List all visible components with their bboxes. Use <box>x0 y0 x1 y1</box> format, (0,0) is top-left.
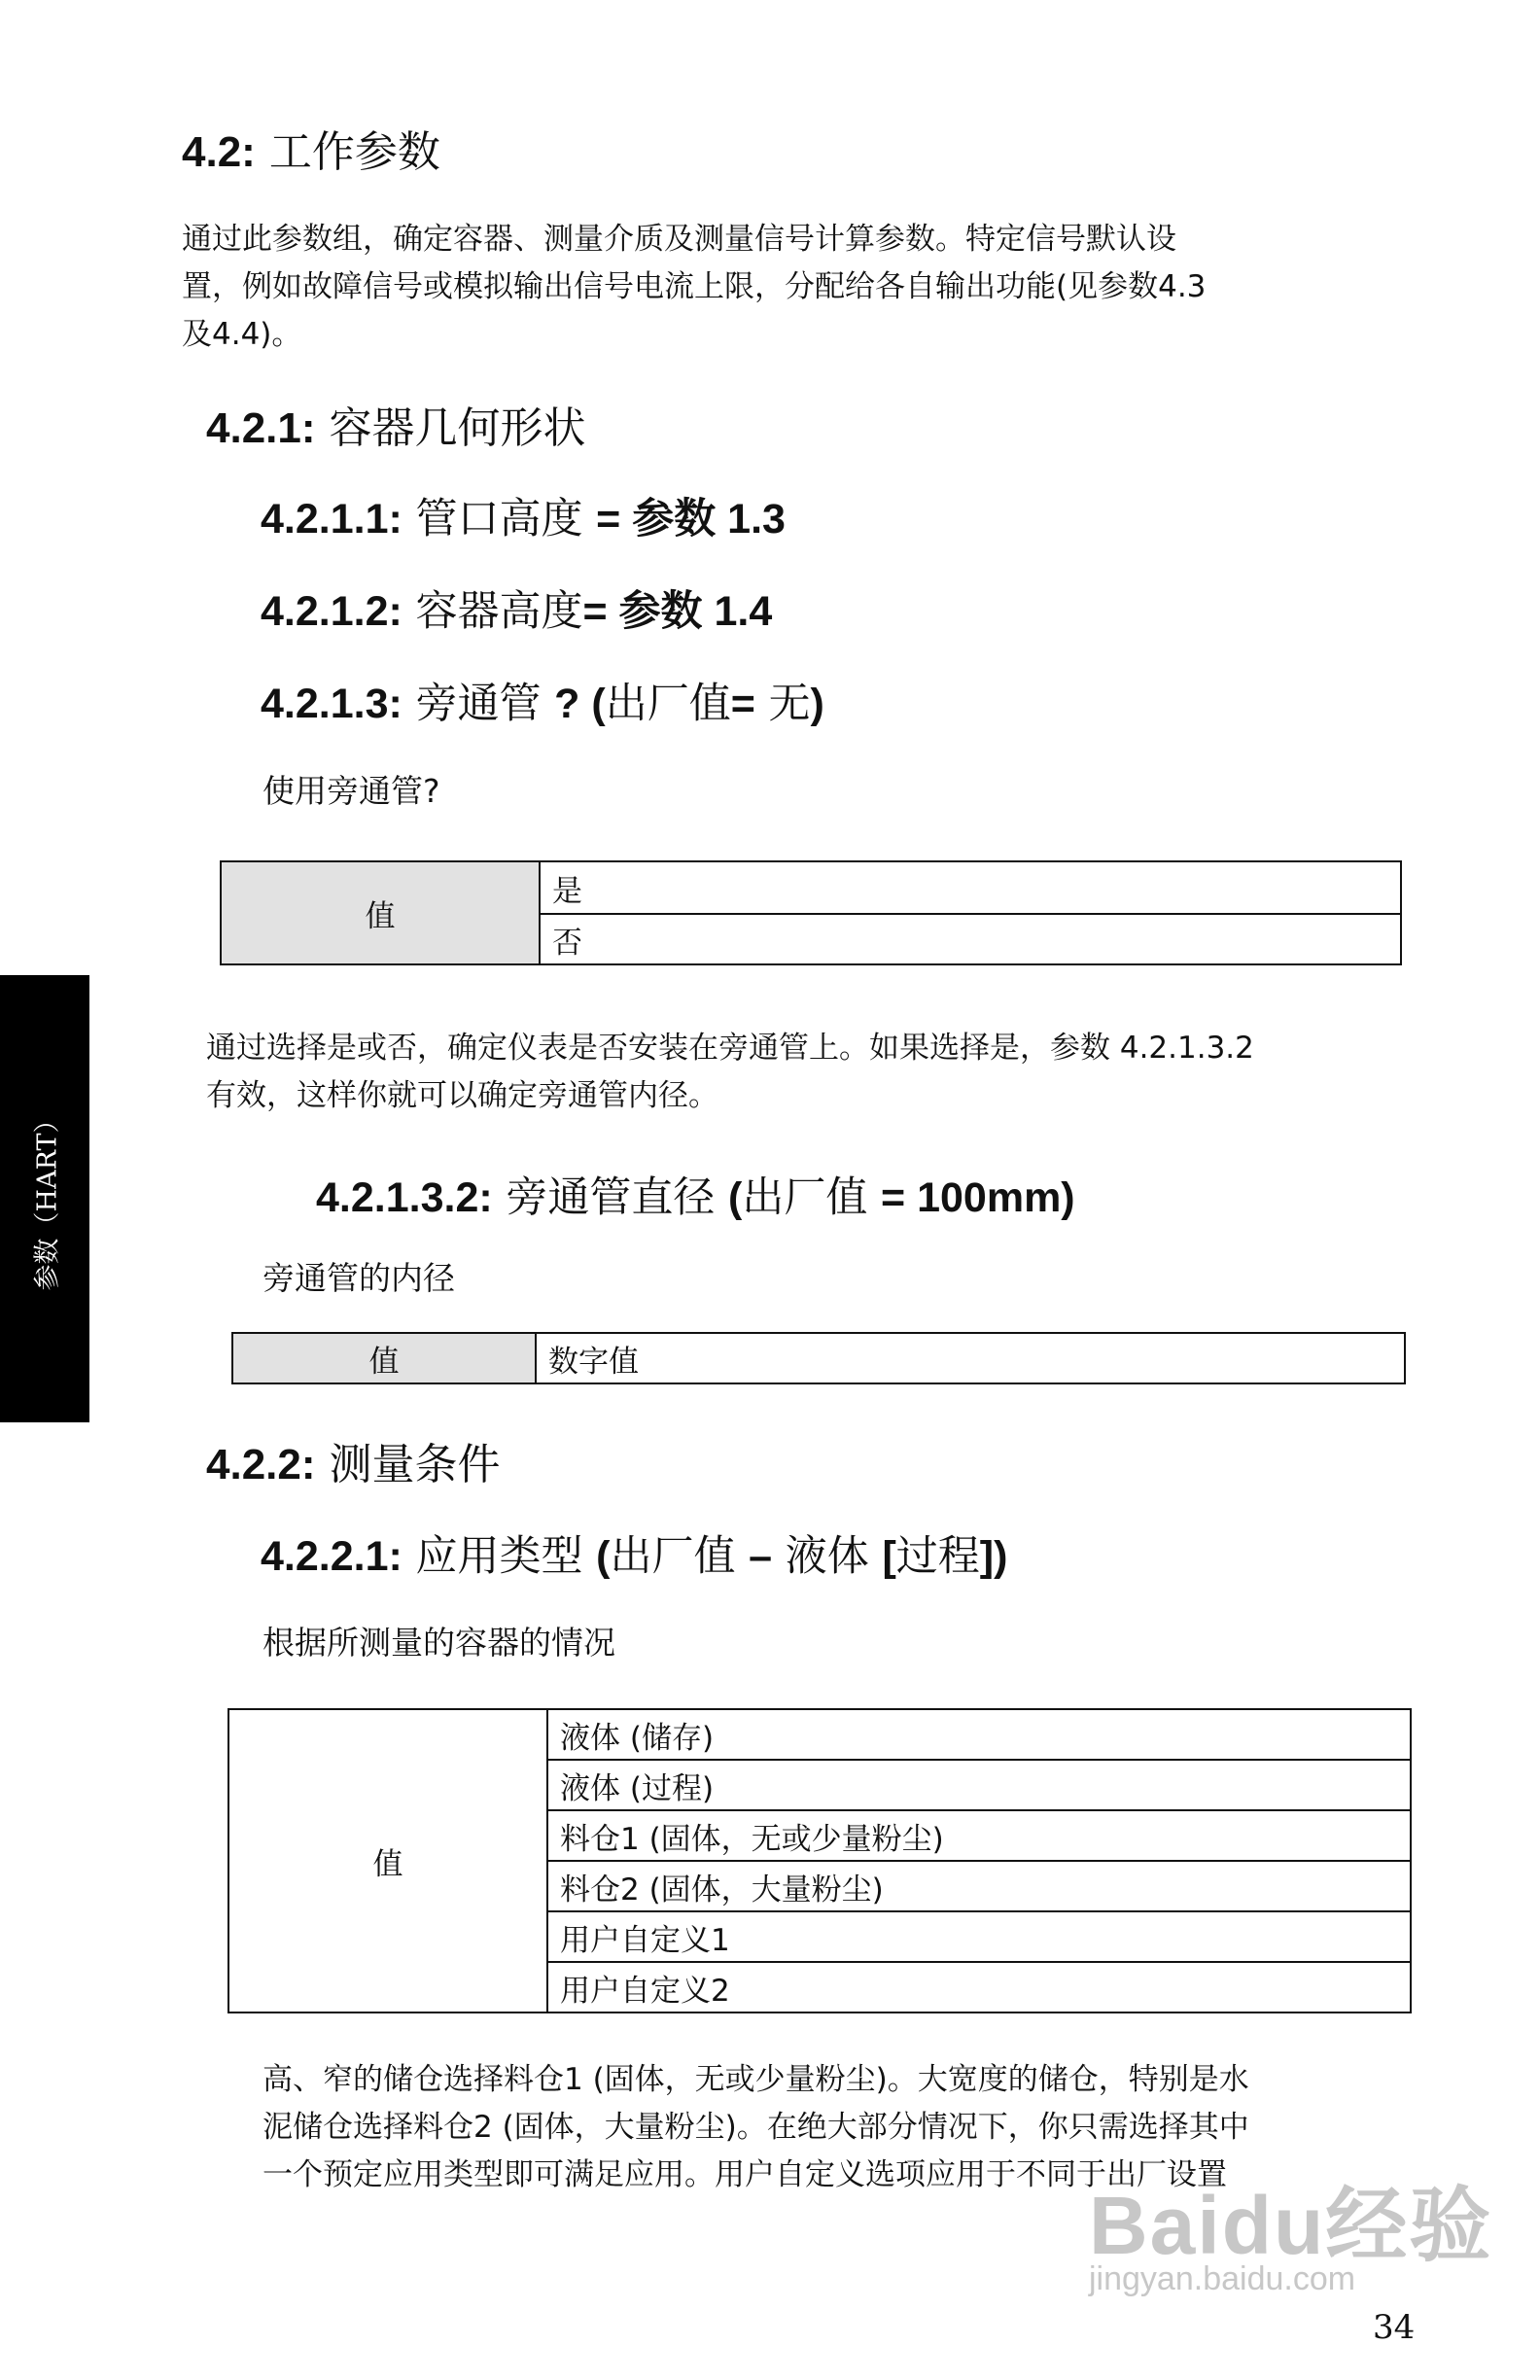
option-yes: 是 <box>540 861 1401 914</box>
text-line: 泥储仓选择料仓2 (固体，大量粉尘)。在绝大部分情况下，你只需选择其中 <box>262 2110 1249 2145</box>
section-number: 4.2.1.1: <box>261 496 402 542</box>
diameter-value-table <box>231 1332 1406 1384</box>
open-paren: ( <box>596 1533 611 1580</box>
text-line: 有效，这样你就可以确定旁通管内径。 <box>206 1078 718 1113</box>
default-value: 无 <box>768 680 811 728</box>
section-title: 容器高度 <box>415 587 583 636</box>
value-label: 值 <box>221 861 540 964</box>
text-line: 通过此参数组，确定容器、测量介质及测量信号计算参数。特定信号默认设 <box>182 222 1176 257</box>
section-suffix: = 参数 1.4 <box>582 588 773 635</box>
open-paren: ( <box>728 1174 743 1221</box>
section-title: 管口高度 <box>415 495 583 543</box>
section-4-2-1-1-heading <box>261 486 786 545</box>
section-title: 容器几何形状 <box>329 403 586 453</box>
baidu-watermark-url: jingyan.baidu.com <box>1089 2260 1356 2297</box>
bypass-description <box>206 1025 1254 1120</box>
factory-label: 出厂值 <box>610 1532 736 1581</box>
option-user-1: 用户自定义1 <box>547 1911 1411 1962</box>
section-title: 旁通管直径 <box>506 1173 716 1222</box>
application-description: 根据所测量的容器的情况 <box>262 1624 615 1662</box>
numeric-value: 数字值 <box>536 1333 1405 1383</box>
text-line: 高、窄的储仓选择料仓1 (固体，无或少量粉尘)。大宽度的储仓，特别是水 <box>262 2062 1249 2097</box>
option-user-2: 用户自定义2 <box>547 1962 1411 2012</box>
section-title: 工作参数 <box>268 127 440 177</box>
section-number: 4.2.2.1: <box>261 1533 402 1580</box>
close-paren: ) <box>810 681 824 727</box>
section-title: 应用类型 <box>415 1532 583 1581</box>
diameter-description: 旁通管的内径 <box>262 1259 455 1297</box>
application-type-table <box>228 1708 1412 2013</box>
equals-sign: = <box>730 681 755 727</box>
section-number: 4.2.1.2: <box>261 588 402 635</box>
option-liquid-storage: 液体 (储存) <box>547 1709 1411 1760</box>
diameter-default: = 100mm) <box>881 1174 1075 1221</box>
section-suffix: ? ( <box>554 681 606 727</box>
text-line: 一个预定应用类型即可满足应用。用户自定义选项应用于不同于出厂设置 <box>262 2157 1227 2192</box>
section-4-2-1-3-heading <box>261 671 824 730</box>
value-label: 值 <box>232 1333 536 1383</box>
default-note: 过程 <box>895 1532 980 1581</box>
baidu-watermark-logo: Baidu经验 <box>1089 2180 1493 2271</box>
section-4-2-1-heading <box>206 393 586 455</box>
section-4-2-1-2-heading <box>261 578 772 638</box>
section-suffix: = 参数 1.3 <box>596 496 786 542</box>
page-number: 34 <box>1373 2308 1416 2347</box>
section-number: 4.2.1.3: <box>261 681 402 727</box>
value-label: 值 <box>228 1709 547 2012</box>
option-silo-2: 料仓2 (固体，大量粉尘) <box>547 1861 1411 1911</box>
section-4-2-heading <box>182 117 440 179</box>
option-no: 否 <box>540 914 1401 964</box>
side-tab <box>0 975 89 1422</box>
side-tab-label: 参数（HART） <box>32 1106 63 1291</box>
section-number: 4.2.1: <box>206 404 316 452</box>
intro-paragraph <box>182 216 1206 359</box>
section-title: 旁通管 <box>415 680 542 728</box>
text-line: 置，例如故障信号或模拟输出信号电流上限，分配给各自输出功能(见参数4.3 <box>182 269 1207 304</box>
option-liquid-process: 液体 (过程) <box>547 1760 1411 1810</box>
section-number: 4.2: <box>182 128 256 176</box>
close-bracket: ]) <box>979 1533 1008 1580</box>
section-4-2-2-heading <box>206 1429 501 1491</box>
factory-label: 出厂值 <box>605 680 731 728</box>
text-line: 及4.4)。 <box>182 317 302 352</box>
section-number: 4.2.2: <box>206 1441 316 1488</box>
text-line: 通过选择是或否，确定仪表是否安装在旁通管上。如果选择是，参数 4.2.1.3.2 <box>206 1031 1254 1066</box>
section-number: 4.2.1.3.2: <box>316 1174 493 1221</box>
dash: – <box>749 1533 773 1580</box>
factory-label: 出厂值 <box>742 1173 868 1222</box>
bypass-question: 使用旁通管? <box>262 772 440 810</box>
option-silo-1: 料仓1 (固体，无或少量粉尘) <box>547 1810 1411 1861</box>
open-bracket: [ <box>882 1533 896 1580</box>
section-4-2-1-3-2-heading <box>316 1165 1075 1224</box>
default-value: 液体 <box>785 1532 869 1581</box>
section-4-2-2-1-heading <box>261 1523 1007 1583</box>
bypass-value-table <box>220 860 1402 965</box>
section-title: 测量条件 <box>329 1440 501 1489</box>
